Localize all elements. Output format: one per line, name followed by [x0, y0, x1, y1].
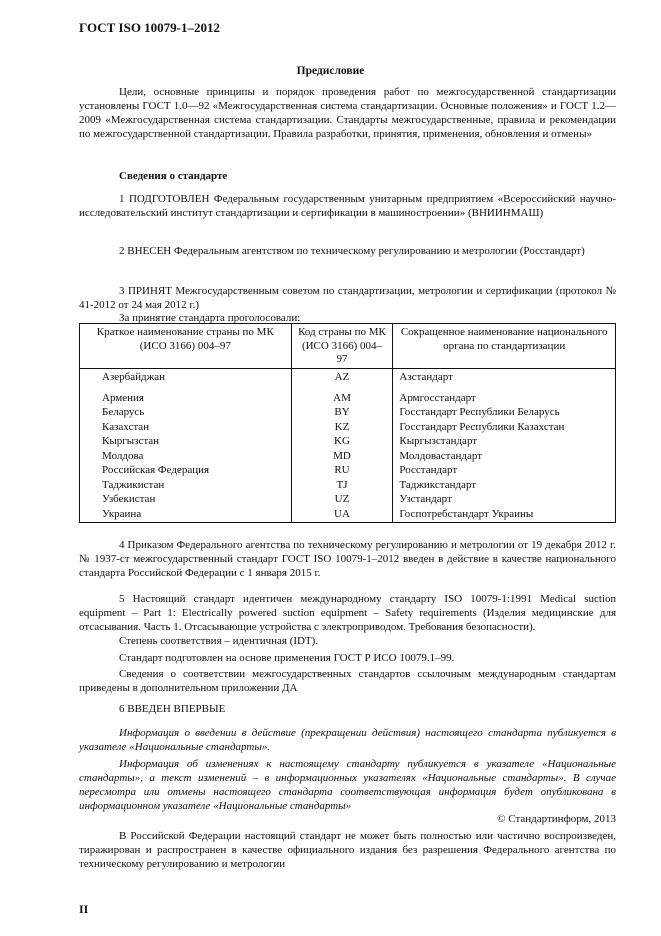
country-name: Беларусь [80, 406, 292, 421]
standards-body: Азстандарт [393, 368, 616, 391]
table-row [80, 493, 616, 508]
item-3: 3 ПРИНЯТ Межгосударственным советом по стандартизации, метрологии и сертификации (протокол № 41-2012 от 24 мая 2012 г.) [79, 285, 616, 311]
standards-body: Госстандарт Республики Беларусь [393, 406, 616, 421]
country-code: UA [291, 507, 393, 522]
info-introduction: Информация о введении в действие (прекращении действия) настоящего стандарта публикуется в указателе «Национальные стандарты». [79, 727, 616, 753]
country-code: TJ [291, 478, 393, 493]
countries-table [79, 323, 616, 523]
standards-body: Росстандарт [393, 464, 616, 479]
country-code: UZ [291, 493, 393, 508]
item-6: 6 ВВЕДЕН ВПЕРВЫЕ [119, 703, 226, 715]
standards-body: Госпотребстандарт Украины [393, 507, 616, 522]
voted-caption: За принятие стандарта проголосовали: [119, 312, 301, 324]
standards-body: Кыргызстандарт [393, 435, 616, 450]
column-header-country: Краткое наименование страны по МК (ИСО 3166) 004–97 [80, 324, 292, 369]
document-header: ГОСТ ISO 10079-1–2012 [79, 20, 221, 35]
country-code: RU [291, 464, 393, 479]
country-code: AM [291, 391, 393, 406]
country-name: Таджикистан [80, 478, 292, 493]
country-name: Узбекистан [80, 493, 292, 508]
country-code: KG [291, 435, 393, 450]
item-1: 1 ПОДГОТОВЛЕН Федеральным государственным унитарным предприятием «Всероссийский научно-исследовательский институт стандартизации и сертификации в машиностроении» (ВНИИНМАШ) [79, 193, 616, 219]
closing-text: В Российской Федерации настоящий стандарт не может быть полностью или частично воспроизведен, тиражирован и распространен в качестве официального издания без разрешения Федерального агентства по техническому регулированию и метрологии [79, 830, 616, 870]
standards-body: Таджикстандарт [393, 478, 616, 493]
country-name: Молдова [80, 449, 292, 464]
table-row [80, 478, 616, 493]
info-title: Сведения о стандарте [119, 170, 228, 182]
standards-body: Узстандарт [393, 493, 616, 508]
column-header-body: Сокращенное наименование национального органа по стандартизации [393, 324, 616, 369]
table-row [80, 368, 616, 391]
table-row [80, 420, 616, 435]
country-code: BY [291, 406, 393, 421]
country-name: Российская Федерация [80, 464, 292, 479]
item-5-degree: Степень соответствия – идентичная (IDT). [119, 635, 319, 647]
table-row [80, 406, 616, 421]
country-name: Армения [80, 391, 292, 406]
foreword-text: Цели, основные принципы и порядок проведения работ по межгосударственной стандартизации установлены ГОСТ 1.0—92 «Межгосударственная система стандартизации. Основные положения» и ГОСТ 1.2—2009 «Межгосударственная система стандартизации. Стандарты межгосударственные, правила и рекомендации по межгосударственной стандартизации. Правила разработки, принятия, применения, обновления и отмены» [79, 86, 616, 140]
page-number: II [79, 902, 89, 916]
table-row [80, 449, 616, 464]
standards-body: Госстандарт Республики Казахстан [393, 420, 616, 435]
country-code: AZ [291, 368, 393, 391]
table-row [80, 391, 616, 406]
standards-body: Армгосстандарт [393, 391, 616, 406]
copyright: © Стандартинформ, 2013 [497, 813, 616, 825]
column-header-code: Код страны по МК (ИСО 3166) 004–97 [291, 324, 393, 369]
item-5-basis: Стандарт подготовлен на основе применения ГОСТ Р ИСО 10079.1–99. [119, 652, 455, 664]
country-name: Казахстан [80, 420, 292, 435]
item-5: 5 Настоящий стандарт идентичен международному стандарту ISO 10079-1:1991 Medical suction equipment – Part 1: Electrically powered suction equipment – Safety requirements (Изделия медицинские для отсасывания. Часть 1. Отсасывающие устройства с электроприводом. Требования безопасности). [79, 593, 616, 633]
item-5-references: Сведения о соответствии межгосударственных стандартов ссылочным международным стандартам приведены в дополнительном приложении ДА [79, 668, 616, 694]
info-changes: Информация об изменениях к настоящему стандарту публикуется в указателе «Национальные стандарты», а текст изменений – в информационных указателях «Национальные стандарты». В случае пересмотра или отмены настоящего стандарта соответствующая информация будет опубликована в информационном указателе «Национальные стандарты» [79, 758, 616, 812]
table-header-row [80, 324, 616, 369]
foreword-title: Предисловие [296, 65, 365, 77]
country-code: KZ [291, 420, 393, 435]
item-2: 2 ВНЕСЕН Федеральным агентством по техническому регулированию и метрологии (Росстандарт) [119, 245, 585, 257]
country-name: Кыргызстан [80, 435, 292, 450]
item-4: 4 Приказом Федерального агентства по техническому регулированию и метрологии от 19 декабря 2012 г. № 1937-ст межгосударственный стандарт ГОСТ ISO 10079-1–2012 введен в действие в качестве национального стандарта Российской Федерации с 1 января 2015 г. [79, 539, 616, 579]
country-name: Украина [80, 507, 292, 522]
table-row [80, 464, 616, 479]
table-row [80, 435, 616, 450]
standards-body: Молдовастандарт [393, 449, 616, 464]
country-code: MD [291, 449, 393, 464]
table-row [80, 507, 616, 522]
country-name: Азербайджан [80, 368, 292, 391]
